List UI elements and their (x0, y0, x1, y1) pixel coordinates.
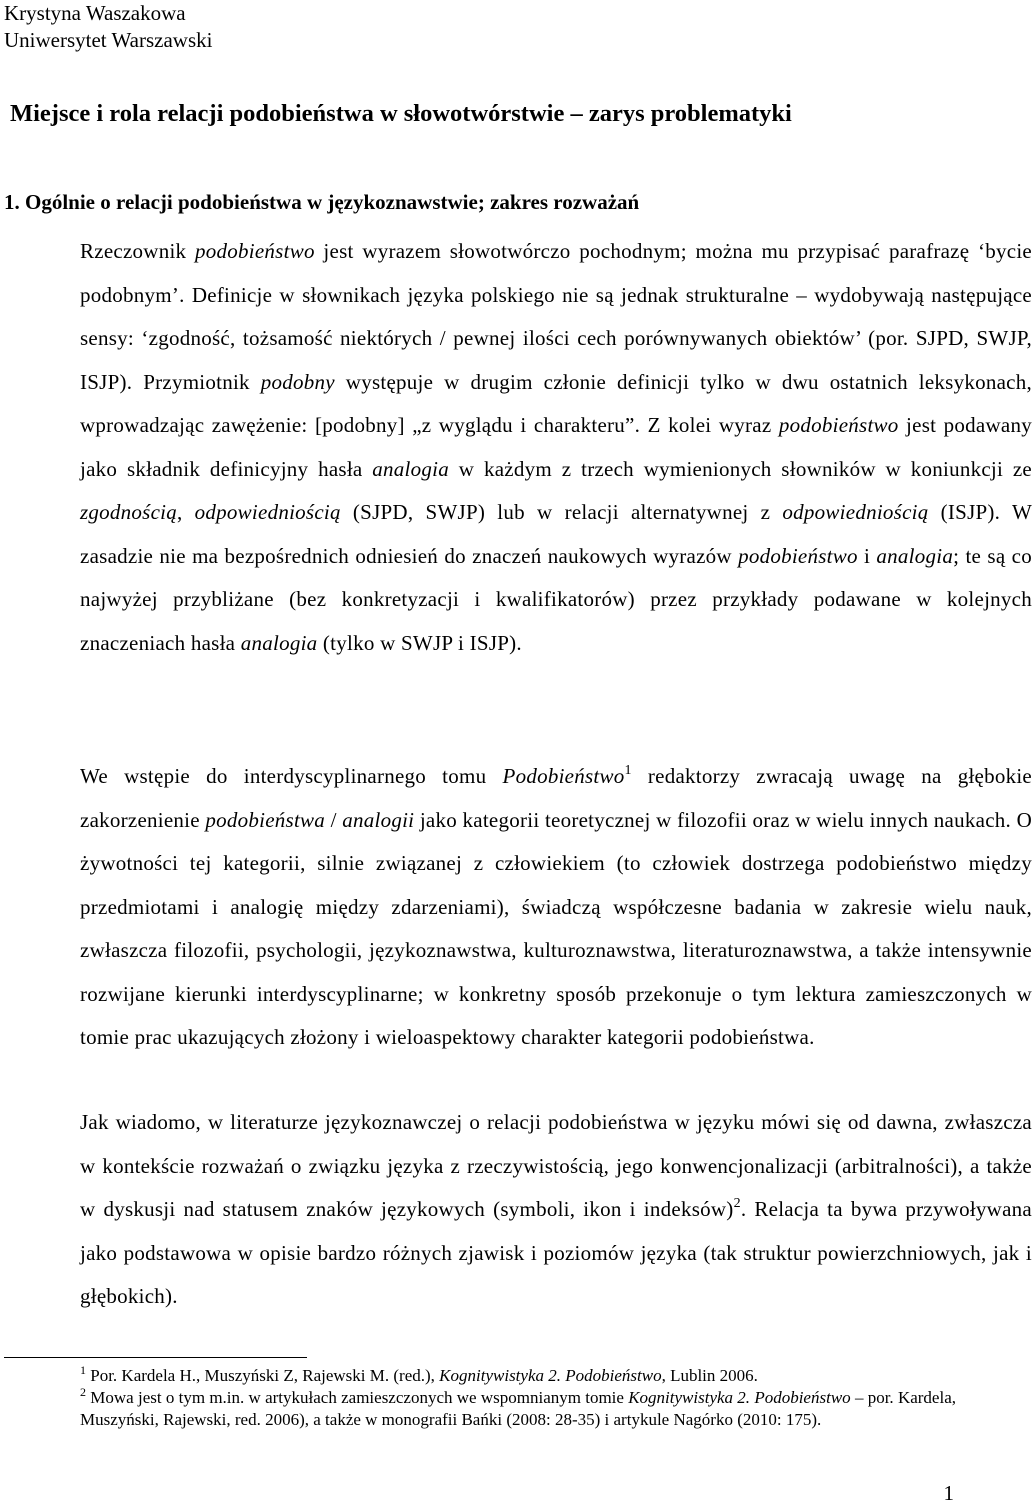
italic-term: podobny (260, 369, 335, 394)
text-run: , (177, 500, 195, 524)
italic-term: analogia (372, 456, 449, 481)
footnote-text: , Lublin 2006. (661, 1366, 758, 1385)
paragraph-1 (4, 230, 1032, 665)
footnote-text: Por. Kardela H., Muszyński Z, Rajewski M. (red.), (86, 1366, 440, 1385)
page-number: 1 (943, 1481, 954, 1505)
italic-term: odpowiedniością (194, 500, 341, 524)
footnote-number: 1 (80, 1363, 86, 1377)
footnote-number: 2 (80, 1385, 86, 1399)
paragraph-3 (4, 1101, 1032, 1319)
text-run: i (857, 543, 877, 568)
italic-term: podobieństwo (738, 543, 858, 568)
footnote-italic: Kognitywistyka 2. Podobieństwo (439, 1366, 662, 1385)
text-run: występuje w drugim członie definicji tylko w dwu ostatnich leksykonach, wprowadzając zawężenie: [podobny] „z wyglądu i charakteru”. Z kolei wyraz (80, 369, 1032, 437)
text-run: jest podawany jako składnik definicyjny hasła (80, 413, 1032, 481)
footnote-italic: Kognitywistyka 2. Podobieństwo (628, 1388, 851, 1407)
paragraph-2 (4, 755, 1032, 1060)
italic-term: analogia (240, 630, 318, 655)
footnote-text: Mowa jest o tym m.in. w artykułach zamieszczonych we wspomnianym tomie (86, 1388, 629, 1407)
italic-term: podobieństwo (778, 413, 899, 437)
author-affiliation: Uniwersytet Warszawski (4, 28, 213, 52)
text-run: Rzeczownik (80, 239, 196, 263)
italic-term: Podobieństwo (502, 764, 625, 788)
text-run: We wstępie do interdyscyplinarnego tomu (80, 764, 503, 788)
footnote-1 (4, 1365, 956, 1387)
footnote-ref-1[interactable]: 1 (624, 763, 632, 778)
footnote-ref-2[interactable]: 2 (733, 1196, 741, 1211)
footnotes (4, 1365, 956, 1431)
text-run: (ISJP). W zasadzie nie ma bezpośrednich odniesień do znaczeń naukowych wyrazów (80, 500, 1032, 568)
text-run: w każdym z trzech wymienionych słowników w koniunkcji ze (448, 456, 1032, 481)
author-name: Krystyna Waszakowa (4, 1, 186, 25)
footnote-separator (4, 1357, 307, 1358)
italic-term: analogii (342, 807, 415, 832)
text-run: ; te są co najwyżej przybliżane (bez konkretyzacji i kwalifikatorów) przez przykłady podawane w kolejnych znaczeniach hasła (80, 543, 1032, 655)
italic-term: zgodnością (80, 500, 177, 524)
text-run: . Relacja ta bywa przywoływana jako podstawowa w opisie bardzo różnych zjawisk i poziomów języka (tak struktur powierzchniowych, jak i głębokich). (80, 1197, 1032, 1308)
section-heading: 1. Ogólnie o relacji podobieństwa w językoznawstwie; zakres rozważań (4, 190, 640, 214)
italic-term: odpowiedniością (782, 500, 929, 524)
text-run: / (325, 807, 343, 832)
footnote-2 (4, 1387, 956, 1431)
text-run: redaktorzy zwracają uwagę na głębokie zakorzenienie (80, 764, 1032, 832)
footnote-text: – por. Kardela, Muszyński, Rajewski, red. 2006), a także w monografii Bańki (2008: 28-35) i artykule Nagórko (2010: 175). (80, 1388, 957, 1429)
text-run: (SJPD, SWJP) lub w relacji alternatywnej z (340, 500, 783, 524)
document-title: Miejsce i rola relacji podobieństwa w słowotwórstwie – zarys problematyki (10, 100, 792, 127)
italic-term: podobieństwo (195, 239, 315, 263)
text-run: (tylko w SWJP i ISJP). (317, 630, 522, 655)
text-run: jest wyrazem słowotwórczo pochodnym; można mu przypisać parafrazę ‘bycie podobnym’. Definicje w słownikach języka polskiego nie są jednak strukturalne – wydobywają następujące sensy: ‘zgodność, tożsamość niektórych / pewnej ilości cech porównywanych obiektów’ (por. SJPD, SWJP, ISJP). Przymiotnik (80, 239, 1032, 394)
text-run: jako kategorii teoretycznej w filozofii oraz w wielu innych naukach. O żywotności tej kategorii, silnie związanej z człowiekiem (to człowiek dostrzega podobieństwo między przedmiotami i analogię między zdarzeniami), świadczą współczesne badania w zakresie wielu nauk, zwłaszcza filozofii, psychologii, językoznawstwa, kulturoznawstwa, literaturoznawstwa, a także intensywnie rozwijane kierunki interdyscyplinarne; w konkretny sposób przekonuje o tym lektura zamieszczonych w tomie prac ukazujących złożony i wieloaspektowy charakter kategorii podobieństwa. (80, 807, 1032, 1049)
italic-term: podobieństwa (205, 807, 326, 832)
text-run: Jak wiadomo, w literaturze językoznawczej o relacji podobieństwa w języku mówi się od dawna, zwłaszcza w kontekście rozważań o związku języka z rzeczywistością, jego konwencjonalizacji (arbitralności), a także w dyskusji nad statusem znaków językowych (symboli, ikon i indeksów) (80, 1110, 1032, 1221)
italic-term: analogia (876, 543, 954, 568)
